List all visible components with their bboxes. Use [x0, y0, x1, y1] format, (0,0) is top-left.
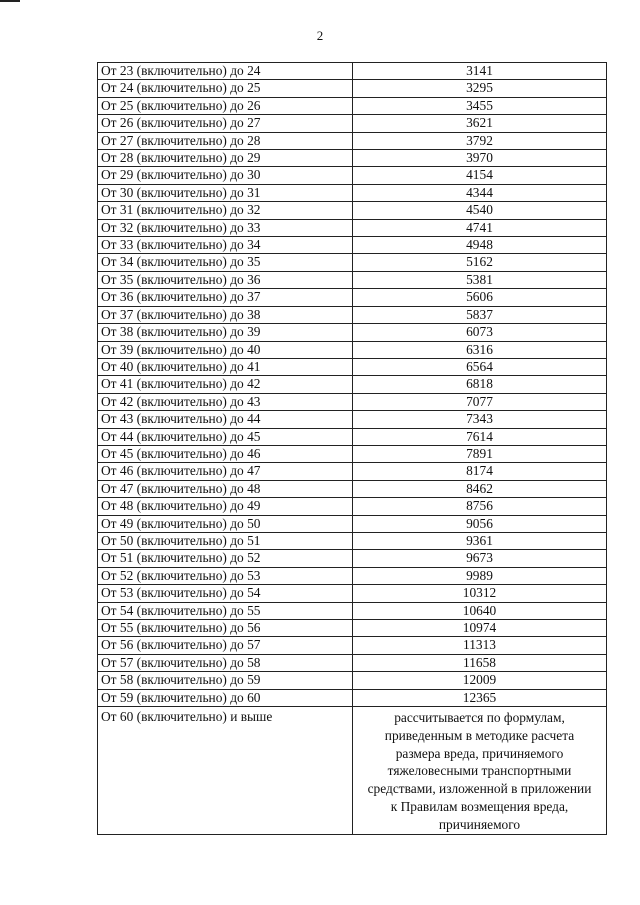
row-range-cell: От 30 (включительно) до 31: [98, 184, 353, 201]
row-range-cell: От 53 (включительно) до 54: [98, 585, 353, 602]
row-value-cell: 9056: [353, 515, 607, 532]
row-value-cell: 3970: [353, 150, 607, 167]
table-row: [98, 376, 607, 393]
row-value-cell: 11658: [353, 654, 607, 671]
row-value-cell: 12009: [353, 672, 607, 689]
row-range-cell: От 55 (включительно) до 56: [98, 620, 353, 637]
row-range-cell: От 47 (включительно) до 48: [98, 480, 353, 497]
table-row: [98, 532, 607, 549]
table-row: [98, 289, 607, 306]
table-row: [98, 637, 607, 654]
row-range-cell: От 31 (включительно) до 32: [98, 202, 353, 219]
row-range-cell: От 59 (включительно) до 60: [98, 689, 353, 706]
table-row: [98, 132, 607, 149]
row-value-cell: 4154: [353, 167, 607, 184]
table-row: [98, 672, 607, 689]
row-range-cell: От 40 (включительно) до 41: [98, 358, 353, 375]
row-value-cell: 3621: [353, 115, 607, 132]
row-value-cell: 6818: [353, 376, 607, 393]
row-value-cell: 10312: [353, 585, 607, 602]
row-value-cell: 5381: [353, 271, 607, 288]
row-value-cell: 9989: [353, 567, 607, 584]
table-row: [98, 602, 607, 619]
row-value-cell: 10974: [353, 620, 607, 637]
table-row: [98, 324, 607, 341]
row-range-cell: От 38 (включительно) до 39: [98, 324, 353, 341]
row-value-cell: 6316: [353, 341, 607, 358]
row-range-cell: От 41 (включительно) до 42: [98, 376, 353, 393]
row-value-cell: 4948: [353, 237, 607, 254]
row-range-cell: От 49 (включительно) до 50: [98, 515, 353, 532]
row-value-cell: 9673: [353, 550, 607, 567]
row-value-cell: 3792: [353, 132, 607, 149]
table-row: [98, 428, 607, 445]
table-row: [98, 498, 607, 515]
row-range-cell: От 54 (включительно) до 55: [98, 602, 353, 619]
row-value-cell: 12365: [353, 689, 607, 706]
row-value-cell: 6073: [353, 324, 607, 341]
table-row: [98, 358, 607, 375]
row-value-cell: 3455: [353, 97, 607, 114]
table-row: [98, 237, 607, 254]
table-row: [98, 341, 607, 358]
row-range-cell: От 44 (включительно) до 45: [98, 428, 353, 445]
row-range-cell: От 28 (включительно) до 29: [98, 150, 353, 167]
row-value-cell: 5162: [353, 254, 607, 271]
table-row: [98, 620, 607, 637]
row-range-cell: От 52 (включительно) до 53: [98, 567, 353, 584]
row-value-cell: 6564: [353, 358, 607, 375]
row-value-cell: 5606: [353, 289, 607, 306]
table-row: [98, 445, 607, 462]
row-range-cell: От 27 (включительно) до 28: [98, 132, 353, 149]
row-value-cell: 3141: [353, 63, 607, 80]
row-range-cell: От 46 (включительно) до 47: [98, 463, 353, 480]
row-range-cell: От 60 (включительно) и выше: [98, 707, 353, 835]
row-value-cell: 4540: [353, 202, 607, 219]
row-range-cell: От 39 (включительно) до 40: [98, 341, 353, 358]
row-value-cell: 8462: [353, 480, 607, 497]
row-range-cell: От 24 (включительно) до 25: [98, 80, 353, 97]
row-value-cell: 7343: [353, 411, 607, 428]
table-row: [98, 480, 607, 497]
row-value-cell: 5837: [353, 306, 607, 323]
row-range-cell: От 58 (включительно) до 59: [98, 672, 353, 689]
row-value-cell: 3295: [353, 80, 607, 97]
row-range-cell: От 29 (включительно) до 30: [98, 167, 353, 184]
row-value-cell: 9361: [353, 532, 607, 549]
row-range-cell: От 26 (включительно) до 27: [98, 115, 353, 132]
row-range-cell: От 42 (включительно) до 43: [98, 393, 353, 410]
rates-table-body: [98, 63, 607, 835]
rates-table: [97, 62, 607, 835]
table-row: [98, 393, 607, 410]
page-number: 2: [316, 28, 324, 43]
table-row: [98, 219, 607, 236]
row-value-cell: 11313: [353, 637, 607, 654]
table-row: [98, 184, 607, 201]
row-range-cell: От 33 (включительно) до 34: [98, 237, 353, 254]
row-value-cell: 7891: [353, 445, 607, 462]
row-range-cell: От 56 (включительно) до 57: [98, 637, 353, 654]
row-range-cell: От 36 (включительно) до 37: [98, 289, 353, 306]
row-range-cell: От 23 (включительно) до 24: [98, 63, 353, 80]
table-row: [98, 515, 607, 532]
row-value-cell: 4344: [353, 184, 607, 201]
table-row: [98, 654, 607, 671]
table-row: [98, 80, 607, 97]
row-value-cell: рассчитывается по формулам, приведенным в методике расчета размера вреда, причиняемого тяжеловесными транспортными средствами, изложенной в приложении к Правилам возмещения вреда, причиняемого: [353, 707, 607, 835]
table-row: [98, 567, 607, 584]
table-row: [98, 254, 607, 271]
row-range-cell: От 45 (включительно) до 46: [98, 445, 353, 462]
row-value-cell: 8174: [353, 463, 607, 480]
row-value-cell: 7614: [353, 428, 607, 445]
table-row: [98, 115, 607, 132]
row-range-cell: От 34 (включительно) до 35: [98, 254, 353, 271]
scan-corner-mark: [0, 0, 20, 2]
table-row: [98, 463, 607, 480]
table-row: [98, 63, 607, 80]
row-value-cell: 4741: [353, 219, 607, 236]
row-range-cell: От 57 (включительно) до 58: [98, 654, 353, 671]
row-range-cell: От 25 (включительно) до 26: [98, 97, 353, 114]
row-range-cell: От 35 (включительно) до 36: [98, 271, 353, 288]
table-row: [98, 550, 607, 567]
table-row: [98, 306, 607, 323]
row-value-cell: 10640: [353, 602, 607, 619]
table-row: [98, 411, 607, 428]
table-row: [98, 167, 607, 184]
table-row: [98, 97, 607, 114]
table-row: [98, 202, 607, 219]
table-row: [98, 689, 607, 706]
row-value-cell: 7077: [353, 393, 607, 410]
row-range-cell: От 43 (включительно) до 44: [98, 411, 353, 428]
table-row: [98, 585, 607, 602]
row-range-cell: От 37 (включительно) до 38: [98, 306, 353, 323]
row-value-cell: 8756: [353, 498, 607, 515]
row-range-cell: От 32 (включительно) до 33: [98, 219, 353, 236]
table-row: [98, 271, 607, 288]
table-row-last: [98, 707, 607, 835]
row-range-cell: От 48 (включительно) до 49: [98, 498, 353, 515]
table-row: [98, 150, 607, 167]
row-range-cell: От 51 (включительно) до 52: [98, 550, 353, 567]
row-range-cell: От 50 (включительно) до 51: [98, 532, 353, 549]
